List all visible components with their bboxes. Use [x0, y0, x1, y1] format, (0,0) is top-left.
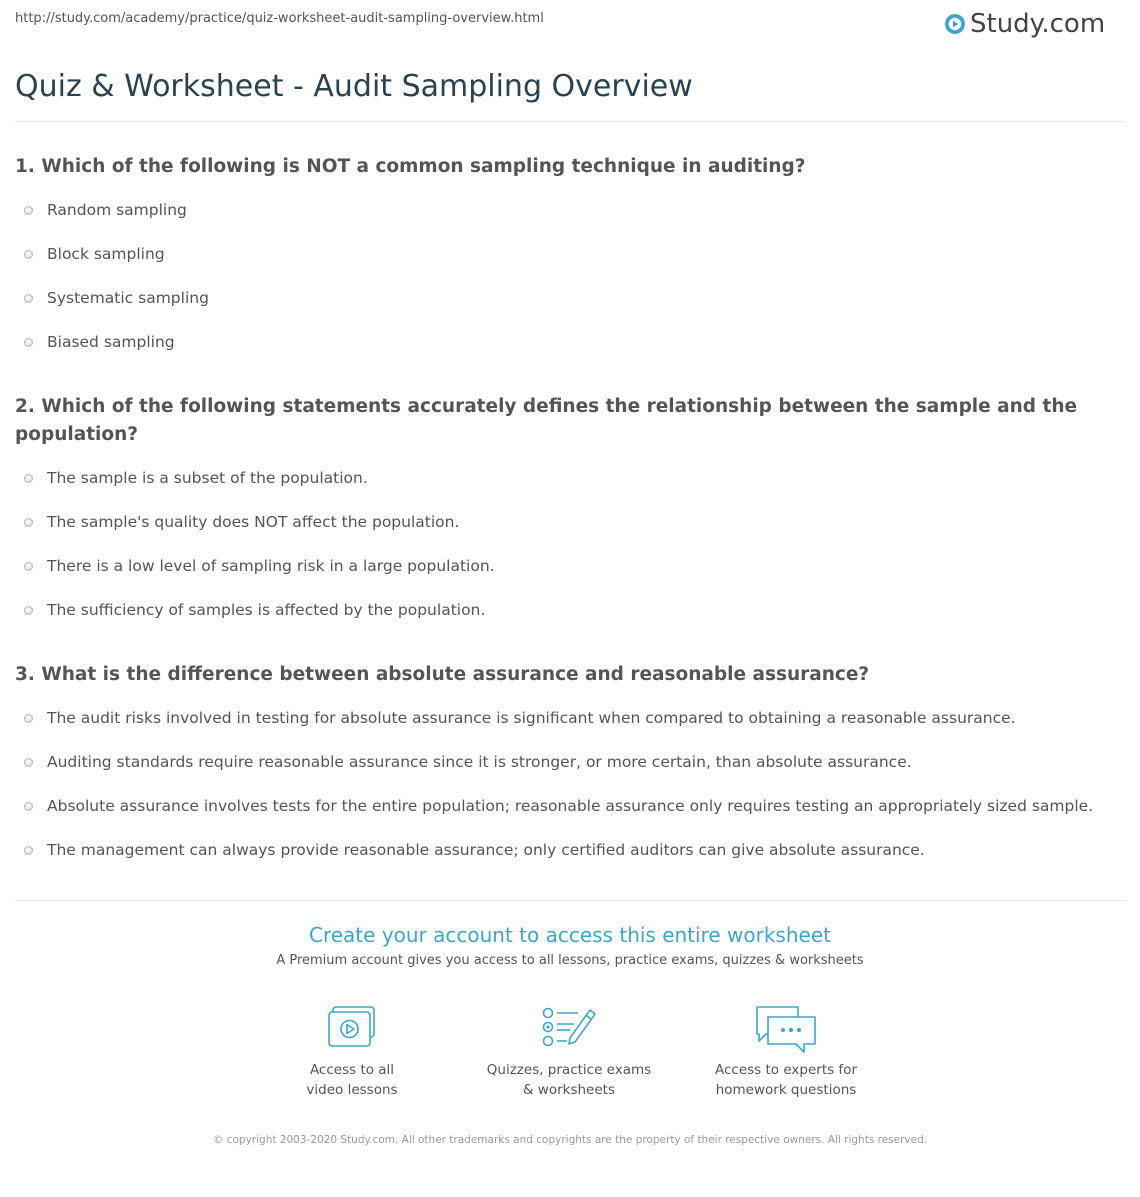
radio-button[interactable] [24, 206, 33, 215]
play-circle-icon [944, 13, 966, 35]
radio-button[interactable] [24, 518, 33, 527]
chat-bubbles-icon [754, 1004, 818, 1056]
answer-choice[interactable] [15, 740, 1095, 784]
radio-button[interactable] [24, 294, 33, 303]
radio-button[interactable] [24, 474, 33, 483]
choice-label: The audit risks involved in testing for absolute assurance is significant when compared to obtaining a reasonable assurance. [47, 709, 1016, 727]
choice-list [15, 696, 1095, 872]
feature-quizzes [469, 1004, 669, 1100]
radio-button[interactable] [24, 802, 33, 811]
choice-label: Absolute assurance involves tests for the entire population; reasonable assurance only requires testing an appropriately sized sample. [47, 797, 1094, 815]
page-title: Quiz & Worksheet - Audit Sampling Overview [15, 69, 693, 104]
cta-divider [15, 900, 1125, 901]
answer-choice[interactable] [15, 320, 1095, 364]
question-2 [15, 393, 1095, 632]
choice-label: The management can always provide reasonable assurance; only certified auditors can give absolute assurance. [47, 841, 925, 859]
radio-button[interactable] [24, 846, 33, 855]
feature-video-lessons [252, 1004, 452, 1100]
question-text: 3. What is the difference between absolute assurance and reasonable assurance? [15, 664, 870, 685]
choice-label: Auditing standards require reasonable assurance since it is stronger, or more certain, than absolute assurance. [47, 753, 912, 771]
question-text: 1. Which of the following is NOT a common sampling technique in auditing? [15, 156, 806, 177]
study-logo[interactable] [944, 6, 1105, 42]
question-1 [15, 153, 1095, 364]
page-url: http://study.com/academy/practice/quiz-worksheet-audit-sampling-overview.html [15, 11, 544, 26]
radio-button[interactable] [24, 562, 33, 571]
answer-choice[interactable] [15, 188, 1095, 232]
cta-title[interactable]: Create your account to access this entire worksheet [309, 923, 831, 947]
choice-label: The sample's quality does NOT affect the population. [47, 513, 460, 531]
choice-label: Systematic sampling [47, 289, 209, 307]
video-lessons-icon [326, 1004, 378, 1050]
answer-choice[interactable] [15, 544, 1095, 588]
answer-choice[interactable] [15, 588, 1095, 632]
answer-choice[interactable] [15, 456, 1095, 500]
choice-label: The sufficiency of samples is affected by the population. [47, 601, 486, 619]
choice-label: Block sampling [47, 245, 165, 263]
radio-button[interactable] [24, 714, 33, 723]
feature-label: Quizzes, practice exams & worksheets [486, 1062, 652, 1098]
radio-button[interactable] [24, 250, 33, 259]
cta-subtitle: A Premium account gives you access to all lessons, practice exams, quizzes & worksheets [276, 953, 864, 968]
title-divider [15, 121, 1125, 122]
answer-choice[interactable] [15, 784, 1095, 828]
radio-button[interactable] [24, 606, 33, 615]
choice-list [15, 456, 1095, 632]
answer-choice[interactable] [15, 232, 1095, 276]
answer-choice[interactable] [15, 828, 1095, 872]
feature-label: Access to experts for homework questions [714, 1062, 857, 1098]
question-text: 2. Which of the following statements accurately defines the relationship between the sample and the population? [15, 396, 1078, 445]
radio-button[interactable] [24, 758, 33, 767]
choice-label: Biased sampling [47, 333, 175, 351]
answer-choice[interactable] [15, 500, 1095, 544]
feature-label: Access to all video lessons [306, 1062, 398, 1098]
choice-label: The sample is a subset of the population. [47, 469, 368, 487]
answer-choice[interactable] [15, 696, 1095, 740]
question-3 [15, 661, 1095, 872]
copyright-notice: © copyright 2003-2020 Study.com. All other trademarks and copyrights are the property of their respective owners. All rights reserved. [212, 1134, 928, 1146]
radio-button[interactable] [24, 338, 33, 347]
feature-experts [686, 1004, 886, 1100]
quiz-checklist-icon [540, 1004, 598, 1050]
choice-list [15, 188, 1095, 364]
choice-label: Random sampling [47, 201, 187, 219]
logo-text: Study.com [970, 9, 1106, 39]
choice-label: There is a low level of sampling risk in a large population. [47, 557, 495, 575]
answer-choice[interactable] [15, 276, 1095, 320]
